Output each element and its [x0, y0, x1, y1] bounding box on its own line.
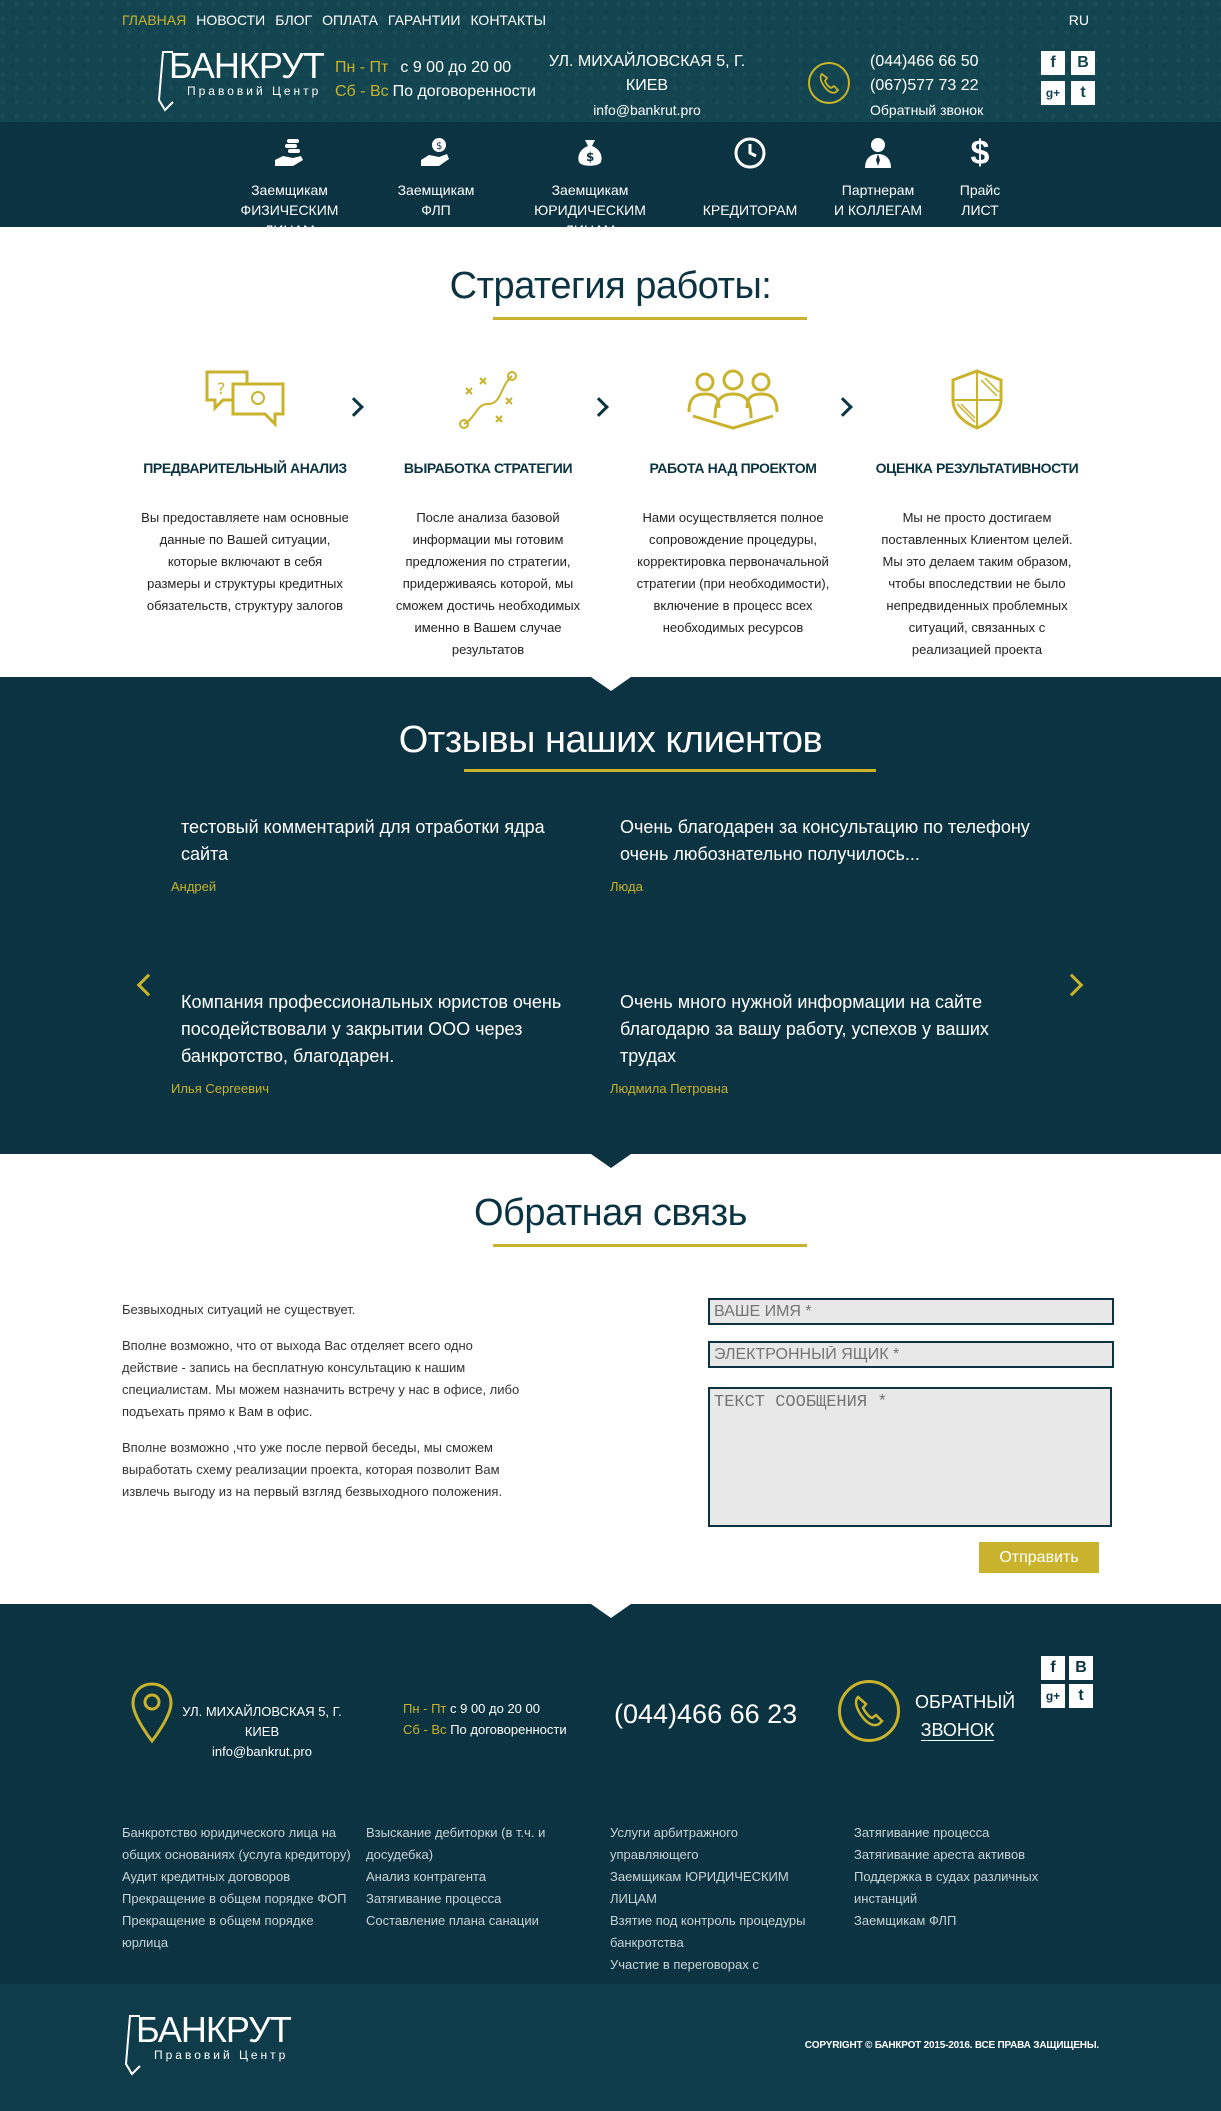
footer-callback-line2: ЗВОНОК [920, 1720, 995, 1740]
phone-2[interactable]: (067)577 73 22 [870, 77, 979, 94]
title-underline [464, 769, 876, 772]
weekdays-value: с 9 00 до 20 00 [400, 59, 512, 76]
callback-link[interactable]: Обратный звонок [870, 102, 984, 118]
footer-weekdays-value: с 9 00 до 20 00 [450, 1701, 540, 1716]
review-item [610, 989, 1030, 1096]
header-phones [870, 50, 983, 122]
footer-links-col-3 [610, 1822, 830, 1998]
footer-link[interactable]: Затягивание процесса [854, 1825, 990, 1840]
location-pin-icon [130, 1681, 174, 1745]
footer-link[interactable]: Прекращение в общем порядке ФОП [122, 1891, 347, 1906]
review-author: Илья Сергеевич [171, 1081, 270, 1096]
footer-weekend-value: По договоренности [450, 1722, 567, 1737]
prev-slide-button[interactable] [137, 974, 160, 997]
svg-text:$: $ [436, 141, 443, 152]
footer-weekdays-label: Пн - Пт [403, 1701, 447, 1716]
next-slide-button[interactable] [1061, 974, 1084, 997]
footer-address [182, 1702, 342, 1762]
review-item [171, 814, 591, 894]
chevron-right-icon [833, 397, 853, 417]
review-author: Андрей [171, 879, 217, 894]
step-analysis-text: Вы предоставляете нам основные данные по Вашей ситуации, которые включают в себя размеры и структуры кредитных обязательств, структуру залогов [141, 510, 349, 613]
tactics-icon [456, 368, 520, 432]
reviews-section [0, 677, 1221, 1154]
section-notch [591, 1604, 631, 1618]
copyright: COPYRIGHT © БАНКРОТ 2015-2016. ВСЕ ПРАВА ЗАЩИЩЕНЫ. [804, 2040, 1099, 2051]
step-project-text: Нами осуществляется полное сопровождение процедуры, корректировка первоначальной стратегии (при необходимости), включение в процесс всех необходимых ресурсов [636, 510, 830, 635]
footer-weekend-label: Сб - Вс [403, 1722, 447, 1737]
money-hand-icon [419, 136, 453, 170]
nav-individuals-line2: ФИЗИЧЕСКИМ [240, 202, 339, 218]
svg-text:$: $ [586, 150, 595, 164]
top-nav [122, 12, 546, 28]
footer-phone[interactable]: (044)466 66 23 [614, 1699, 798, 1729]
footer-link[interactable]: Поддержка в судах различных инстанций [854, 1869, 1039, 1906]
review-text: тестовый комментарий для отработки ядра сайта [181, 817, 545, 864]
review-text: Очень благодарен за консультацию по телефону очень любознательно получилось... [620, 817, 1030, 864]
site-header [0, 0, 1221, 122]
vk-icon[interactable]: B [1069, 1656, 1093, 1680]
step-analysis-title: ПРЕДВАРИТЕЛЬНЫЙ АНАЛИЗ [143, 460, 347, 476]
nav-blog[interactable]: БЛОГ [275, 12, 313, 28]
site-footer [0, 1604, 1221, 1984]
weekdays-label: Пн - Пт [335, 59, 389, 76]
chat-bubbles-icon [203, 368, 287, 430]
nav-price-line2: ЛИСТ [961, 202, 999, 218]
footer-link[interactable]: Взыскание дебиторки (в т.ч. и досудебка) [366, 1825, 546, 1862]
weekend-label: Сб - Вс [335, 83, 389, 100]
nav-payment[interactable]: ОПЛАТА [322, 12, 378, 28]
team-icon [685, 368, 781, 430]
footer-links-col-4 [854, 1822, 1054, 1932]
google-plus-icon[interactable]: g+ [1041, 1684, 1065, 1708]
logo-bracket-icon [122, 2014, 144, 2076]
main-nav [0, 122, 1221, 227]
nav-home[interactable]: ГЛАВНАЯ [122, 12, 187, 28]
dollar-icon: $ [970, 134, 990, 172]
reviews-title: Отзывы наших клиентов [398, 719, 823, 761]
logo-bracket-icon [155, 50, 177, 112]
chevron-right-icon [344, 397, 364, 417]
nav-contacts[interactable]: КОНТАКТЫ [470, 12, 546, 28]
weekend-value: По договоренности [392, 83, 536, 100]
site-logo[interactable] [155, 45, 324, 98]
feedback-paragraph: Безвыходных ситуаций не существует. [122, 1302, 356, 1317]
working-hours [335, 56, 536, 104]
nav-flp[interactable] [396, 134, 476, 220]
review-text: Очень много нужной информации на сайте благодарю за вашу работу, успехов у ваших трудах [620, 992, 989, 1066]
header-address [547, 50, 747, 122]
clock-icon [733, 136, 767, 170]
google-plus-icon[interactable]: g+ [1041, 81, 1065, 105]
footer-social [1041, 1656, 1093, 1708]
section-notch [591, 1154, 631, 1168]
step-evaluation-title: ОЦЕНКА РЕЗУЛЬТАТИВНОСТИ [875, 460, 1079, 476]
money-bag-icon [573, 136, 607, 170]
section-notch [591, 677, 631, 691]
twitter-icon[interactable]: t [1071, 81, 1095, 105]
footer-link[interactable]: Услуги арбитражного управляющего [610, 1825, 738, 1862]
footer-link[interactable]: Затягивание ареста активов [854, 1847, 1026, 1862]
footer-link[interactable]: Составление плана санации [366, 1913, 539, 1928]
review-item [610, 814, 1030, 894]
nav-partners[interactable] [828, 134, 928, 220]
header-social [1041, 51, 1095, 105]
message-textarea[interactable] [708, 1387, 1112, 1527]
feedback-title: Обратная связь [474, 1192, 747, 1234]
nav-guarantees[interactable]: ГАРАНТИИ [387, 12, 461, 28]
review-author: Людмила Петровна [610, 1081, 729, 1096]
vk-icon[interactable]: B [1071, 51, 1095, 75]
footer-link[interactable]: Прекращение в общем порядке юрлица [122, 1913, 314, 1950]
nav-creditors-line2: КРЕДИТОРАМ [702, 202, 798, 218]
shield-icon [949, 368, 1005, 430]
footer-link[interactable]: Заемщикам ЮРИДИЧЕСКИМ ЛИЦАМ [610, 1869, 789, 1906]
footer-link[interactable]: Анализ контрагента [366, 1869, 487, 1884]
logo-subtitle: Правовий Центр [187, 84, 322, 98]
footer-hours [403, 1698, 567, 1740]
feedback-section [0, 1154, 1221, 1604]
facebook-icon[interactable]: f [1041, 1656, 1065, 1680]
review-text: Компания профессиональных юристов очень посодействовали у закрытии ООО через банкротство, благодарен. [181, 992, 562, 1066]
nav-creditors-line1 [700, 180, 800, 200]
feedback-paragraph: Вполне возможно, что от выхода Вас отделяет всего одно действие - запись на бесплатную консультацию к нашим специалистам. Мы можем назначить встречу у нас в офисе, либо подъехать прямо к Вам в офис. [122, 1338, 520, 1419]
strategy-title: Стратегия работы: [449, 265, 772, 307]
footer-street: УЛ. МИХАЙЛОВСКАЯ 5, Г. КИЕВ [182, 1704, 342, 1739]
nav-legal[interactable] [515, 134, 665, 240]
footer-callback-line1: ОБРАТНЫЙ [915, 1692, 1016, 1712]
footer-link[interactable]: Затягивание процесса [366, 1891, 502, 1906]
nav-flp-line1: Заемщикам [397, 182, 475, 198]
footer-link[interactable]: Заемщикам ФЛП [854, 1913, 957, 1928]
facebook-icon[interactable]: f [1041, 51, 1065, 75]
nav-news[interactable]: НОВОСТИ [196, 12, 266, 28]
nav-legal-line2: ЮРИДИЧЕСКИМ [534, 202, 646, 218]
logo-name: БАНКРУТ [136, 2009, 291, 2050]
review-item [171, 989, 581, 1096]
nav-price[interactable] [950, 134, 1010, 220]
coins-hand-icon [273, 136, 307, 170]
step-strategy-title: ВЫРАБОТКА СТРАТЕГИИ [403, 460, 573, 476]
footer-link[interactable]: Участие в переговорах с [610, 1957, 759, 1972]
nav-flp-line2: ФЛП [421, 202, 451, 218]
nav-price-line1: Прайс [959, 182, 1001, 198]
footer-links-col-2 [366, 1822, 606, 1932]
nav-partners-line1: Партнерам [841, 182, 915, 198]
nav-individuals-line1: Заемщикам [251, 182, 328, 198]
strategy-section [0, 227, 1221, 677]
nav-legal-line1: Заемщикам [551, 182, 629, 198]
step-evaluation-text: Мы не просто достигаем поставленных Клиентом целей. Мы это делаем таким образом, чтобы впоследствии не было непредвиденных проблемных ситуаций, связанных с реализацией проекта [881, 510, 1073, 657]
footer-callback-link[interactable] [915, 1688, 1016, 1744]
nav-individuals[interactable] [222, 134, 357, 240]
street-address: УЛ. МИХАЙЛОВСКАЯ 5, Г. КИЕВ [548, 53, 746, 94]
businessman-icon [861, 136, 895, 170]
feedback-description [122, 1299, 522, 1517]
phone-icon [808, 62, 850, 104]
title-underline [493, 317, 807, 320]
footer-logo[interactable] [122, 2009, 291, 2062]
title-underline [493, 1244, 807, 1247]
email-input[interactable] [708, 1341, 1114, 1368]
footer-bottom-bar [0, 1984, 1221, 2111]
logo-subtitle: Правовий Центр [154, 2048, 289, 2062]
step-strategy-text: После анализа базовой информации мы готовим предложения по стратегии, придерживаясь которой, мы сможем достичь необходимых именно в Вашем случае результатов [395, 510, 581, 657]
svg-text:?: ? [217, 379, 226, 398]
feedback-paragraph: Вполне возможно ,что уже после первой беседы, мы сможем выработать схему реализации проекта, которая позволит Вам извлечь выгоду из на первый взгляд безвыходного положения. [122, 1440, 503, 1499]
logo-name: БАНКРУТ [169, 45, 324, 86]
footer-link[interactable]: Взятие под контроль процедуры банкротства [610, 1913, 806, 1950]
nav-partners-line2: И КОЛЛЕГАМ [833, 202, 923, 218]
step-project-title: РАБОТА НАД ПРОЕКТОМ [649, 460, 817, 476]
chevron-right-icon [589, 397, 609, 417]
twitter-icon[interactable]: t [1069, 1684, 1093, 1708]
name-input[interactable] [708, 1298, 1114, 1325]
footer-links-col-1 [122, 1822, 362, 1954]
footer-link[interactable]: Аудит кредитных договоров [122, 1869, 291, 1884]
phone-1[interactable]: (044)466 66 50 [870, 53, 979, 70]
submit-button[interactable]: Отправить [979, 1542, 1099, 1573]
phone-icon [838, 1680, 900, 1742]
language-switch[interactable]: RU [1068, 12, 1089, 28]
email-link[interactable]: info@bankrut.pro [593, 102, 701, 118]
review-author: Люда [610, 879, 643, 894]
footer-link[interactable]: Банкротство юридического лица на общих основаниях (услуга кредитору) [122, 1825, 351, 1862]
footer-email[interactable]: info@bankrut.pro [212, 1744, 312, 1759]
nav-creditors[interactable] [700, 134, 800, 220]
